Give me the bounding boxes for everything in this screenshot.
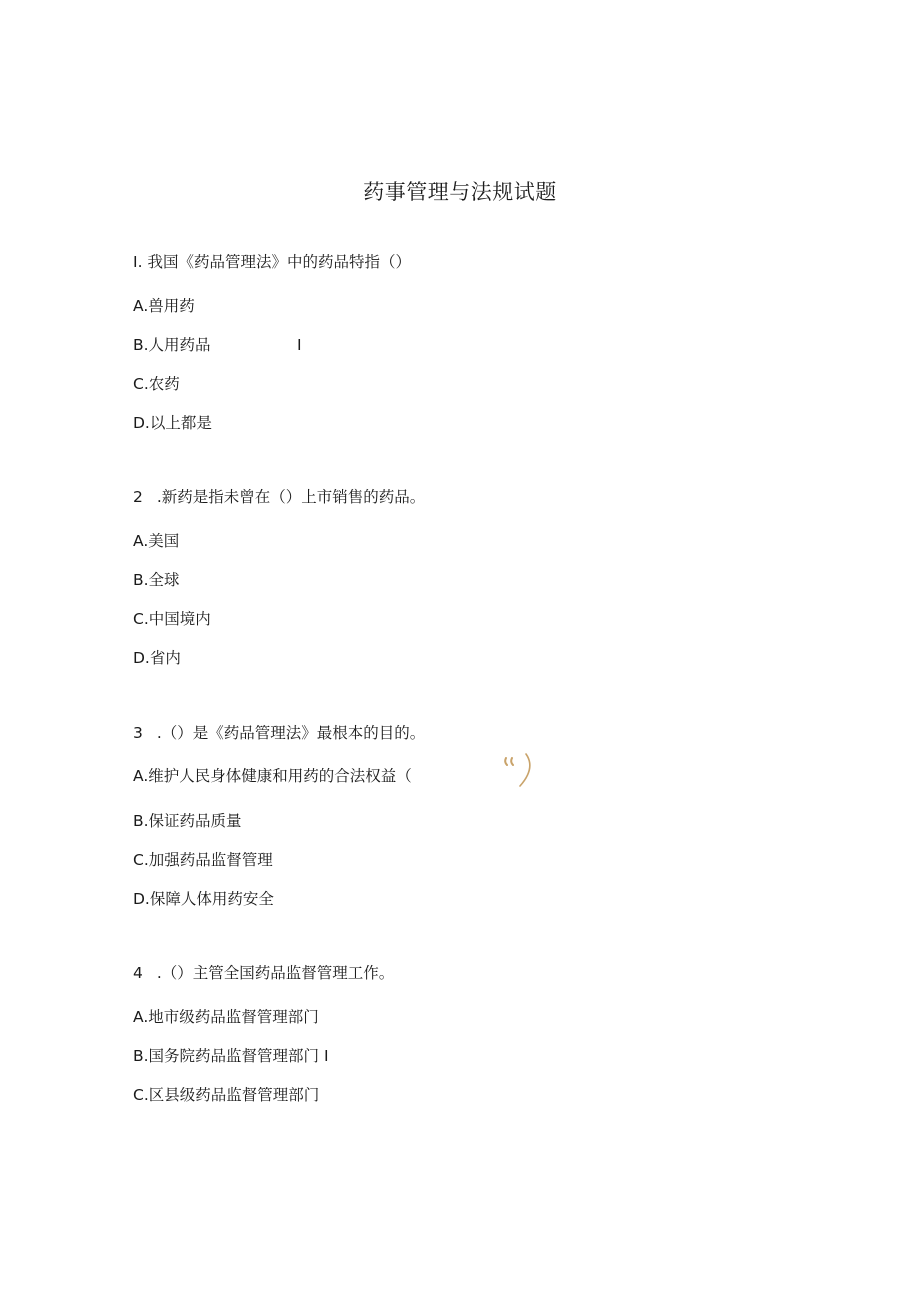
question-2-stem bbox=[133, 487, 425, 507]
option-b: B.国务院药品监督管理部门 I bbox=[133, 1047, 329, 1065]
option-b: B.人用药品 bbox=[133, 336, 211, 354]
question-number: 2 bbox=[133, 488, 143, 506]
stray-mark: I bbox=[297, 336, 302, 354]
option-d: D.省内 bbox=[133, 649, 181, 667]
question-4-stem bbox=[133, 963, 394, 983]
option-d: D.以上都是 bbox=[133, 414, 212, 432]
question-number: 4 bbox=[133, 964, 143, 982]
question-text: .（）是《药品管理法》最根本的目的。 bbox=[156, 724, 426, 742]
option-a: A.美国 bbox=[133, 532, 180, 550]
question-number: 3 bbox=[133, 724, 143, 742]
question-3-stem bbox=[133, 723, 425, 743]
option-c: C.加强药品监督管理 bbox=[133, 851, 273, 869]
question-text: 我国《药品管理法》中的药品特指（） bbox=[147, 253, 411, 271]
option-b: B.保证药品质量 bbox=[133, 812, 242, 830]
question-text: .新药是指未曾在（）上市销售的药品。 bbox=[156, 488, 426, 506]
question-number: I. bbox=[133, 253, 143, 271]
option-a: A.兽用药 bbox=[133, 297, 195, 315]
option-c: C.农药 bbox=[133, 375, 180, 393]
option-c: C.区县级药品监督管理部门 bbox=[133, 1086, 320, 1104]
page-title: 药事管理与法规试题 bbox=[363, 180, 557, 204]
option-c: C.中国境内 bbox=[133, 610, 211, 628]
handwritten-quote-mark bbox=[500, 752, 540, 792]
option-d: D.保障人体用药安全 bbox=[133, 890, 274, 908]
option-a: A.维护人民身体健康和用药的合法权益（ bbox=[133, 767, 412, 785]
question-text: .（）主管全国药品监督管理工作。 bbox=[156, 964, 395, 982]
option-a: A.地市级药品监督管理部门 bbox=[133, 1008, 319, 1026]
question-1-stem bbox=[133, 252, 411, 272]
option-b: B.全球 bbox=[133, 571, 180, 589]
